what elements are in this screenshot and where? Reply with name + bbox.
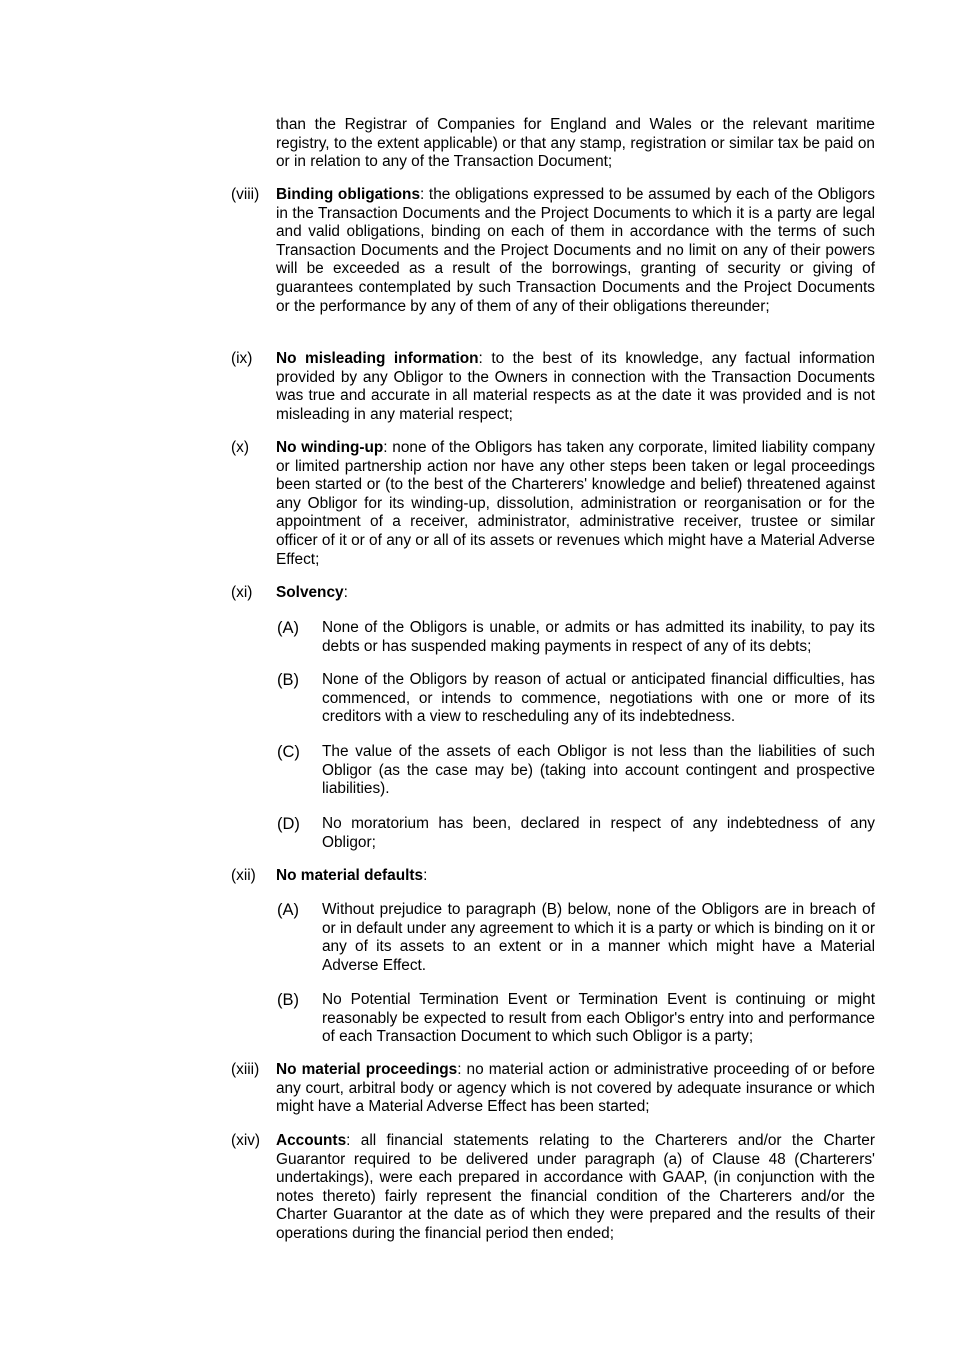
sub-clause-text: No Potential Termination Event or Termination Event is continuing or might reasonably be expected to result from each Obligor's entry into and performance of each Transaction Document to which such Obligor is a party;: [322, 991, 875, 1046]
clause-heading: No misleading information: [276, 350, 479, 367]
clause-body: [276, 1132, 875, 1244]
clause-heading: Solvency: [276, 584, 344, 601]
clause-heading: No winding-up: [276, 439, 384, 456]
clause-number: (x): [231, 439, 249, 456]
clause-text: : none of the Obligors has taken any corporate, limited liability company or limited partnership action nor have any other steps been taken or legal proceedings been started or (to the best of the Charterers' knowledge and belief) threatened against any Obligor for its winding-up, dissolution, administration or reorganisation or for the appointment of a receiver, administrator, administrative receiver, trustee or similar officer of it or of any or all of its assets or revenues which might have a Material Adverse Effect;: [276, 439, 875, 568]
sub-clause-text: None of the Obligors by reason of actual or anticipated financial difficulties, has commenced, or intends to commence, negotiations with one or more of its creditors with a view to rescheduling any of its indebtedness.: [322, 671, 875, 726]
paragraph-text: than the Registrar of Companies for England and Wales or the relevant maritime registry, to the extent applicable) or that any stamp, registration or similar tax be paid on or in relation to any of the Transaction Document;: [276, 116, 875, 171]
clause-heading: No material defaults: [276, 867, 424, 884]
clause-text: :: [343, 584, 348, 601]
clause-heading: Binding obligations: [276, 186, 420, 203]
clause-number: (viii): [231, 186, 260, 203]
sub-clause-letter: (D): [277, 815, 300, 833]
sub-clause-letter: (C): [277, 743, 300, 761]
clause-heading: No material proceedings: [276, 1061, 458, 1078]
sub-clause-text: None of the Obligors is unable, or admits or has admitted its inability, to pay its debts or has suspended making payments in respect of any of its debts;: [322, 619, 875, 655]
clause-number: (xi): [231, 584, 253, 601]
clause-body: [276, 439, 875, 569]
sub-clause-letter: (B): [277, 991, 299, 1009]
clause-number: (xiv): [231, 1132, 261, 1149]
clause-number: (ix): [231, 350, 253, 367]
clause-body: [276, 584, 875, 603]
clause-body: [276, 186, 875, 316]
sub-clause-letter: (B): [277, 671, 299, 689]
sub-clause-letter: (A): [277, 619, 299, 637]
clause-body: [276, 867, 875, 886]
clause-text: :: [423, 867, 428, 884]
clause-body: [276, 1061, 875, 1117]
clause-heading: Accounts: [276, 1132, 347, 1149]
sub-clause-letter: (A): [277, 901, 299, 919]
clause-text: : to the best of its knowledge, any factual information provided by any Obligor to the Owners in connection with the Transaction Documents was true and accurate in all material respects as at the date it was provided and is not misleading in any material respect;: [276, 350, 875, 423]
clause-number: (xii): [231, 867, 256, 884]
sub-clause-text: No moratorium has been, declared in respect of any indebtedness of any Obligor;: [322, 815, 875, 851]
clause-number: (xiii): [231, 1061, 260, 1078]
clause-text: : no material action or administrative proceeding of or before any court, arbitral body or agency which is not covered by adequate insurance or which might have a Material Adverse Effect has been started;: [276, 1061, 875, 1116]
clause-text: : all financial statements relating to the Charterers and/or the Charter Guarantor required to be delivered under paragraph (a) of Clause 48 (Charterers' undertakings), were each prepared in accordance with GAAP, (in conjunction with the notes thereto) fairly represent the financial condition of the Charterers and/or the Charter Guarantor at the date as of which they were prepared and the results of their operations during the financial period then ended;: [276, 1132, 875, 1242]
sub-clause-text: The value of the assets of each Obligor is not less than the liabilities of such Obligor (as the case may be) (taking into account contingent and prospective liabilities).: [322, 743, 875, 798]
clause-body: [276, 350, 875, 424]
sub-clause-text: Without prejudice to paragraph (B) below, none of the Obligors are in breach of or in default under any agreement to which it is a party or which is binding on it or any of its assets to an extent or in a manner which might have a Material Adverse Effect.: [322, 901, 875, 974]
clause-text: : the obligations expressed to be assumed by each of the Obligors in the Transaction Documents and the Project Documents to which it is a party are legal and valid obligations, binding on each of them in accordance with the terms of such Transaction Documents and the Project Documents and no limit on any of their powers will be exceeded as a result of the borrowings, granting of security or giving of guarantees contemplated by such Transaction Documents and the Project Documents or the performance by any of them of any of their obligations thereunder;: [276, 186, 875, 315]
